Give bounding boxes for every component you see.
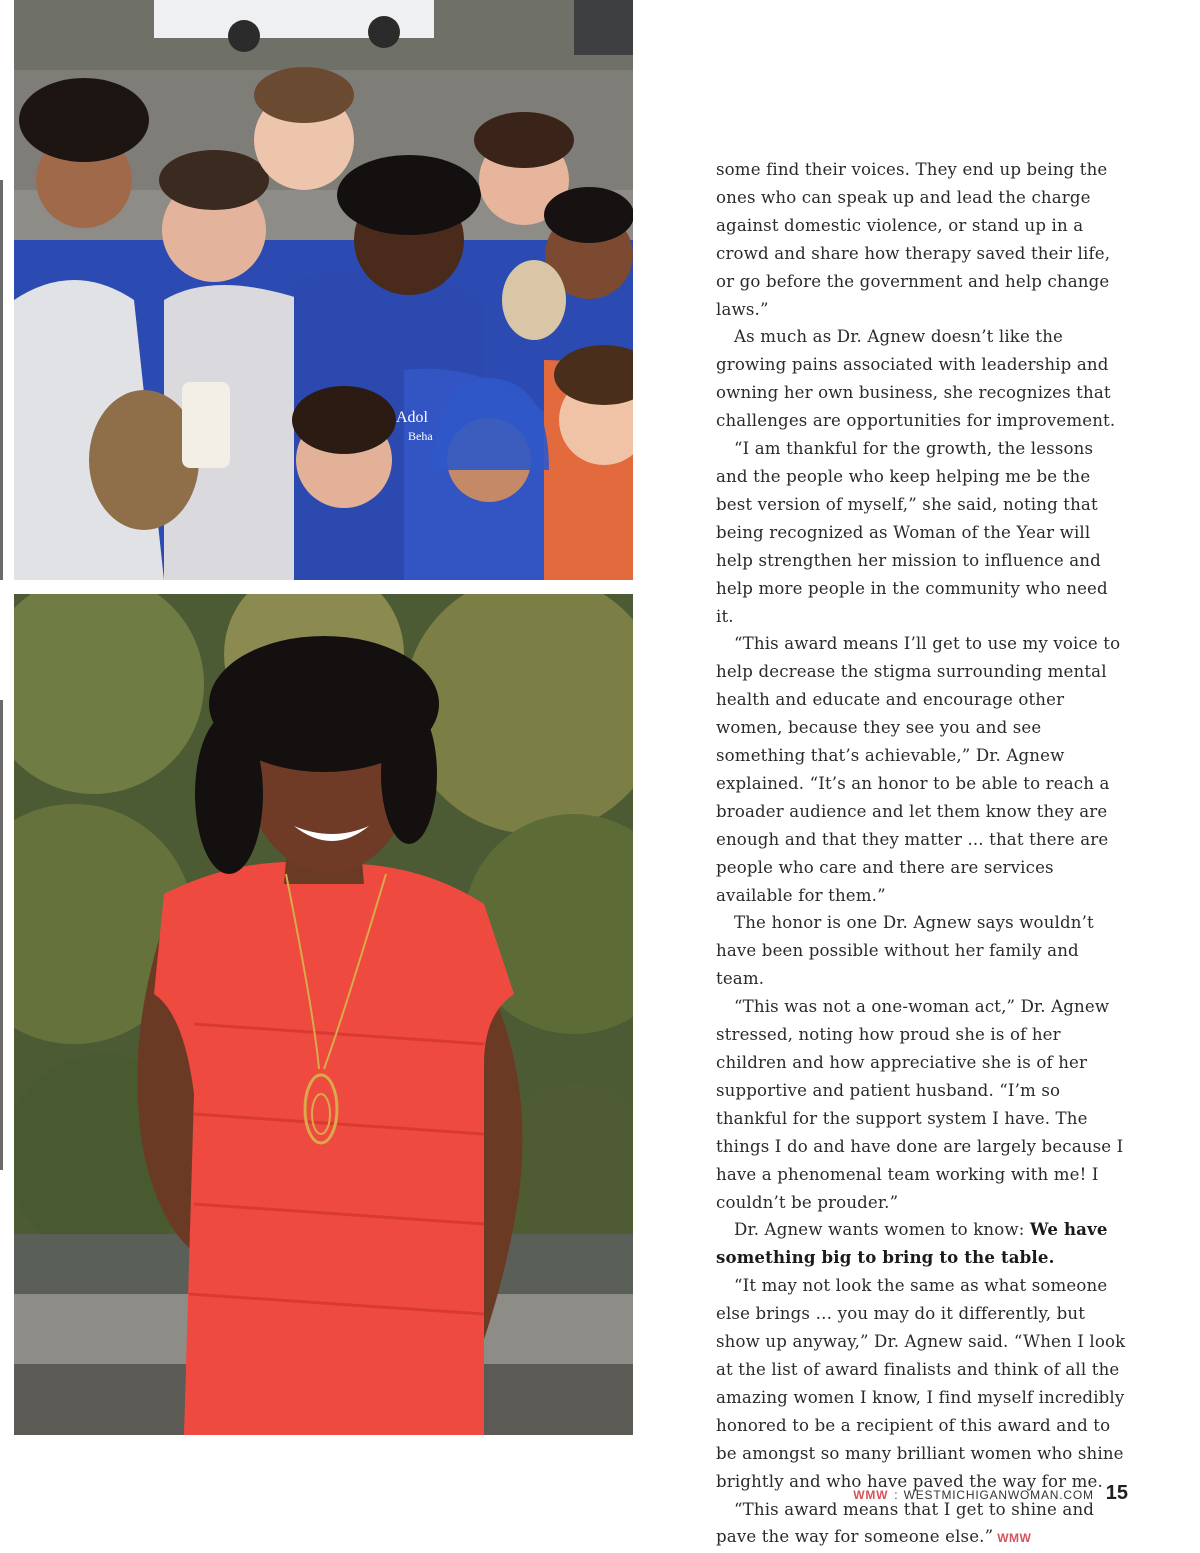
page-number: 15: [1106, 1482, 1128, 1505]
end-sign-wmw: WMW: [997, 1531, 1031, 1545]
footer-website[interactable]: WESTMICHIGANWOMAN.COM: [904, 1488, 1094, 1502]
article-column: [716, 156, 1130, 1553]
footer-separator: :: [894, 1488, 897, 1502]
paragraph: “This award means I’ll get to use my voice to help decrease the stigma surrounding mental health and educate and encourage other women, because they see you and see something that’s achievable,” Dr. Agnew explained. “It’s an honor to be able to reach a broader audience and let them know they are enough and that they matter ... that there are people who care and there are services available for them.”: [716, 630, 1130, 909]
paragraph: “This was not a one-woman act,” Dr. Agnew stressed, noting how proud she is of her children and how appreciative she is of her supportive and patient husband. “I’m so thankful for the support system I have. The things I do and have done are largely because I have a phenomenal team working with me! I couldn’t be prouder.”: [716, 993, 1130, 1216]
adjacent-page-strip: [0, 180, 3, 580]
paragraph: “I am thankful for the growth, the lessons and the people who keep helping me be the best version of myself,” she said, noting that being recognized as Woman of the Year will help strengthen her mission to influence and help more people in the community who need it.: [716, 435, 1130, 630]
footer-brand: WMW: [853, 1488, 888, 1502]
paragraphs-before: [716, 156, 1130, 1216]
key-message-bold: We have something big to bring to the table.: [716, 1219, 1108, 1267]
key-message-lead: Dr. Agnew wants women to know:: [734, 1220, 1030, 1239]
key-message-paragraph: [716, 1216, 1130, 1272]
page-footer: [853, 1482, 1128, 1505]
shirt-text-2: Beha: [408, 429, 433, 443]
portrait-photo: [14, 594, 633, 1435]
paragraph: As much as Dr. Agnew doesn’t like the growing pains associated with leadership and owning her own business, she recognizes that challenges are opportunities for improvement.: [716, 323, 1130, 435]
adjacent-page-strip-lower: [0, 700, 3, 1170]
group-photo: [14, 0, 633, 580]
shirt-text: Adol: [396, 409, 429, 426]
paragraph: some find their voices. They end up being the ones who can speak up and lead the charge against domestic violence, or stand up in a crowd and share how therapy saved their life, or go before the government and help change laws.”: [716, 156, 1130, 323]
closing-text: “This award means that I get to shine and pave the way for someone else.”: [716, 1500, 1094, 1547]
paragraph: “It may not look the same as what someone else brings … you may do it differently, but show up anyway,” Dr. Agnew said. “When I look at the list of award finalists and think of all the amazing women I know, I find myself incredibly honored to be a recipient of this award and to be amongst so many brilliant women who shine brightly and who have paved the way for me.: [716, 1272, 1130, 1495]
paragraph: The honor is one Dr. Agnew says wouldn’t have been possible without her family and team.: [716, 909, 1130, 993]
